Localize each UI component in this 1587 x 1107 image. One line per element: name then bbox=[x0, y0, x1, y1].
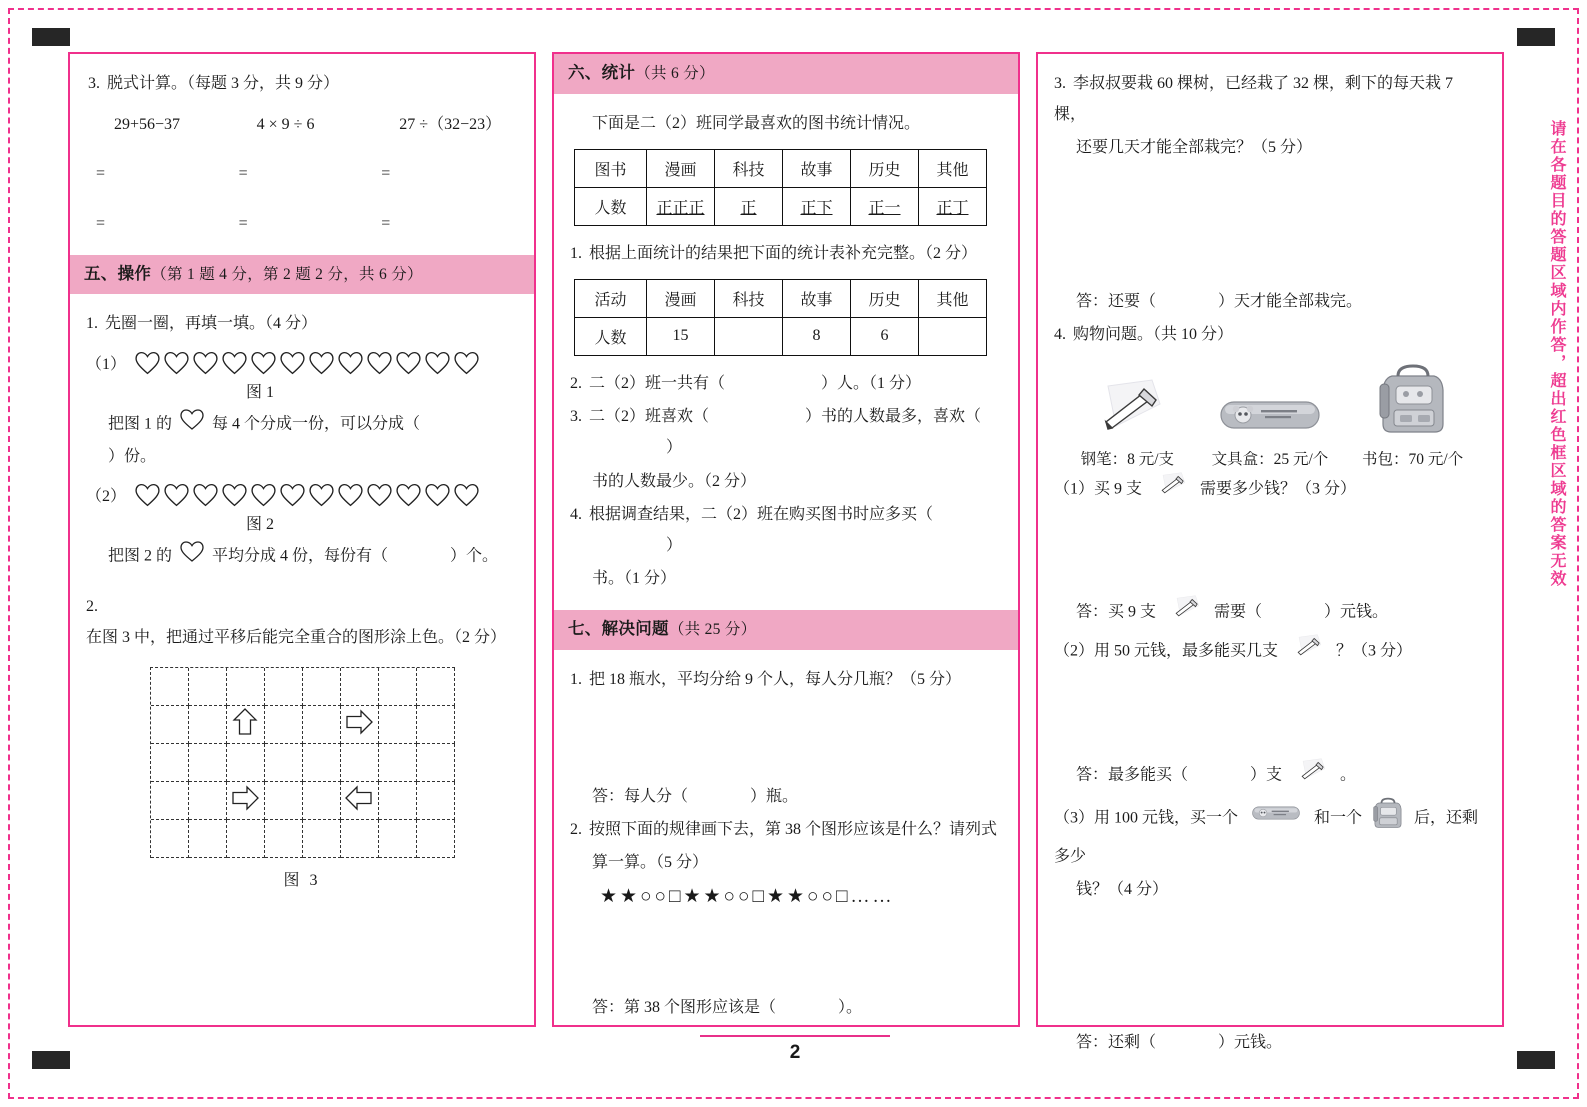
solve-q3-answer bbox=[1054, 286, 1486, 317]
count-header-5: 其他 bbox=[919, 279, 987, 317]
figure2-caption: 图 2 bbox=[245, 515, 274, 533]
solve-q2-text-line1: 按照下面的规律画下去，第 38 个图形应该是什么？请列式 bbox=[589, 821, 998, 839]
tally-table bbox=[574, 149, 987, 226]
tuoshi-equals-2c: = bbox=[381, 214, 391, 232]
tally-header-5: 其他 bbox=[919, 149, 987, 187]
solve-q2-answer-post: ）。 bbox=[838, 998, 863, 1016]
arrow-right-icon bbox=[230, 783, 260, 818]
grid-cell[interactable] bbox=[227, 706, 265, 744]
tuoshi-equals-2b: = bbox=[238, 214, 248, 232]
shopping-sub3-work-area[interactable] bbox=[1054, 907, 1486, 1027]
count-value-2[interactable]: 8 bbox=[783, 317, 851, 355]
count-value-3[interactable]: 6 bbox=[851, 317, 919, 355]
solve-q3-line2: 还要几天才能全部栽完？（5 分） bbox=[1076, 139, 1313, 157]
shopping-sub3-line2: 钱？（4 分） bbox=[1076, 881, 1169, 899]
heart-icon bbox=[279, 350, 306, 375]
pen-icon bbox=[1149, 471, 1193, 508]
shopping-sub3-pre: 用 100 元钱，买一个 bbox=[1094, 808, 1239, 826]
stat-q1 bbox=[570, 238, 1002, 269]
stat-q2-post: ）人。（1 分） bbox=[821, 374, 922, 392]
stat-q2 bbox=[570, 368, 1002, 399]
count-header-1: 漫画 bbox=[647, 279, 715, 317]
heart-icon bbox=[221, 482, 248, 507]
op-q2-text: 在图 3 中，把通过平移后能完全重合的图形涂上色。（2 分） bbox=[86, 629, 507, 647]
shopping-sub1-label: （1） bbox=[1054, 480, 1095, 498]
grid-cell[interactable] bbox=[265, 706, 303, 744]
registration-mark-bottom-right bbox=[1517, 1051, 1555, 1069]
heart-icon bbox=[163, 350, 190, 375]
shopping-sub3-answer bbox=[1054, 1027, 1486, 1058]
section5-body bbox=[70, 294, 534, 890]
heart-icon bbox=[163, 482, 190, 507]
count-row-label: 人数 bbox=[575, 317, 647, 355]
heart-icon bbox=[337, 350, 364, 375]
grid-cell[interactable] bbox=[303, 744, 341, 782]
pen-icon bbox=[1289, 757, 1333, 794]
stat-q3-number: 3. bbox=[570, 408, 582, 426]
pen-icon bbox=[1285, 633, 1329, 670]
tuoshi-title bbox=[88, 68, 516, 99]
solve-q1-text: 把 18 瓶水，平均分给 9 个人，每人分几瓶？（5 分） bbox=[589, 670, 962, 688]
answer-column-right bbox=[1036, 52, 1504, 1052]
heart-icon bbox=[424, 350, 451, 375]
count-value-1[interactable] bbox=[715, 317, 783, 355]
shopping-sub3-mid: 和一个 bbox=[1314, 808, 1363, 826]
shop-item-pen bbox=[1057, 376, 1198, 469]
solve-q1-number: 1. bbox=[570, 670, 582, 688]
grid-cell[interactable] bbox=[265, 820, 303, 858]
stat-q3-line2: 书的人数最少。（2 分） bbox=[592, 472, 757, 490]
section6-body bbox=[554, 94, 1018, 595]
shop-item-backpack bbox=[1342, 360, 1483, 469]
grid-cell[interactable] bbox=[341, 668, 379, 706]
figure3-wrapper bbox=[86, 667, 518, 858]
shopping-sub1-answer-pre: 答：买 9 支 bbox=[1076, 603, 1157, 621]
page-number: 2 bbox=[789, 1042, 801, 1063]
tally-header-2: 科技 bbox=[715, 149, 783, 187]
section5-heading: 五、操作 bbox=[84, 263, 152, 283]
heart-icon bbox=[134, 482, 161, 507]
table-row bbox=[575, 317, 987, 355]
solve-q2-answer bbox=[570, 992, 1002, 1023]
section7-body bbox=[554, 650, 1018, 1023]
solve-q3-work-area[interactable] bbox=[1054, 166, 1486, 286]
shopping-q4-title bbox=[1054, 319, 1486, 350]
tuoshi-number: 3. bbox=[88, 75, 100, 92]
solve-q1-answer-post: ）瓶。 bbox=[750, 788, 799, 806]
stat-q3-post: ） bbox=[666, 439, 683, 457]
stat-q3-mid: ）书的人数最多，喜欢（ bbox=[805, 408, 982, 426]
heart-icon bbox=[308, 482, 335, 507]
heart-icon bbox=[366, 350, 393, 375]
grid-cell[interactable] bbox=[151, 706, 189, 744]
tuoshi-equals-2a: = bbox=[96, 214, 106, 232]
count-value-4[interactable] bbox=[919, 317, 987, 355]
solve-q3-title bbox=[1054, 68, 1486, 130]
shopping-sub2-answer-pre: 答：最多能买（ bbox=[1076, 765, 1189, 783]
heart-icon bbox=[395, 482, 422, 507]
heart-icon bbox=[453, 350, 480, 375]
stat-q4-post: ） bbox=[666, 536, 683, 554]
shopping-sub1-pre: 买 9 支 bbox=[1094, 480, 1143, 498]
tuoshi-expression-3: 27 ÷（32−23） bbox=[399, 116, 502, 134]
table-row bbox=[575, 187, 987, 225]
tally-value-1: 正 bbox=[740, 199, 757, 217]
col3-body bbox=[1038, 54, 1502, 1058]
table-row bbox=[575, 279, 987, 317]
grid-cell[interactable] bbox=[379, 706, 417, 744]
solve-q3-number: 3. bbox=[1054, 75, 1066, 92]
grid-cell[interactable] bbox=[417, 744, 455, 782]
heart-icon bbox=[221, 350, 248, 375]
stat-q1-number: 1. bbox=[570, 244, 582, 262]
op-q1-title bbox=[86, 308, 518, 339]
grid-cell[interactable] bbox=[303, 782, 341, 820]
heart-icon bbox=[192, 350, 219, 375]
backpack-icon bbox=[1369, 796, 1407, 841]
op-q1-number: 1. bbox=[86, 315, 98, 333]
figure2-row bbox=[86, 482, 518, 507]
op-q1-text: 先圈一圈，再填一填。（4 分） bbox=[105, 315, 318, 333]
stat-q1-text: 根据上面统计的结果把下面的统计表补充完整。（2 分） bbox=[589, 244, 978, 262]
solve-q2-answer-pre: 答：第 38 个图形应该是（ bbox=[592, 998, 777, 1016]
heart-icon bbox=[192, 482, 219, 507]
grid-cell[interactable] bbox=[303, 668, 341, 706]
shopping-sub3-label: （3） bbox=[1054, 808, 1095, 826]
figure1-row bbox=[86, 350, 518, 375]
grid-cell[interactable] bbox=[227, 668, 265, 706]
section-header-statistics bbox=[554, 54, 1018, 94]
grid-cell[interactable] bbox=[417, 782, 455, 820]
grid-cell[interactable] bbox=[151, 744, 189, 782]
stat-q4-line2: 书。（1 分） bbox=[592, 570, 677, 588]
section-header-operation bbox=[70, 255, 534, 295]
question-tuoshi-calculation bbox=[70, 54, 534, 255]
shopping-sub2-pre: 用 50 元钱，最多能买几支 bbox=[1094, 642, 1279, 660]
table-row bbox=[575, 149, 987, 187]
grid-cell[interactable] bbox=[341, 744, 379, 782]
figure1-label: （1） bbox=[86, 355, 127, 373]
grid-cell[interactable] bbox=[417, 668, 455, 706]
section6-points: （共 6 分） bbox=[635, 65, 715, 82]
count-header-0: 活动 bbox=[575, 279, 647, 317]
solve-q3-answer-post: ）天才能全部栽完。 bbox=[1218, 292, 1363, 310]
arrow-left-icon bbox=[344, 783, 374, 818]
arrow-right-icon bbox=[344, 707, 374, 742]
heart-icon bbox=[134, 350, 161, 375]
figure1-fill-pre: 把图 1 的 bbox=[108, 414, 173, 432]
grid-cell[interactable] bbox=[189, 744, 227, 782]
tuoshi-equals-1b: = bbox=[238, 165, 248, 183]
shopping-sub2-answer-post: 。 bbox=[1340, 765, 1357, 783]
shopping-sub3-answer-pre: 答：还剩（ bbox=[1076, 1034, 1157, 1052]
section7-points: （共 25 分） bbox=[668, 621, 757, 639]
shopping-sub3-question bbox=[1054, 796, 1486, 872]
grid-cell[interactable] bbox=[303, 820, 341, 858]
figure1-fill-post: ）份。 bbox=[108, 447, 157, 465]
stat-q4 bbox=[570, 499, 1002, 561]
grid-cell[interactable] bbox=[189, 706, 227, 744]
grid-cell[interactable] bbox=[379, 744, 417, 782]
tuoshi-equals-1a: = bbox=[96, 165, 106, 183]
arrow-up-icon bbox=[230, 707, 260, 742]
statistics-intro: 下面是二（2）班同学最喜欢的图书统计情况。 bbox=[592, 114, 921, 132]
tally-value-0: 正正正 bbox=[656, 199, 705, 217]
grid-cell[interactable] bbox=[341, 820, 379, 858]
grid-cell[interactable] bbox=[227, 782, 265, 820]
solve-q1-work-area[interactable] bbox=[570, 697, 1002, 781]
count-header-3: 故事 bbox=[783, 279, 851, 317]
solve-q2-number: 2. bbox=[570, 821, 582, 839]
shopping-sub3-post: 后，还剩多少 bbox=[1054, 808, 1479, 865]
registration-mark-bottom-left bbox=[32, 1051, 70, 1069]
solve-q2-work-area[interactable] bbox=[570, 908, 1002, 992]
count-header-4: 历史 bbox=[851, 279, 919, 317]
figure2-label: （2） bbox=[86, 487, 127, 505]
tally-value-3: 正一 bbox=[868, 199, 901, 217]
stat-q2-pre: 二（2）班一共有（ bbox=[589, 374, 726, 392]
pen-icon bbox=[1163, 594, 1207, 631]
heart-icon bbox=[395, 350, 422, 375]
shopping-sub2-post: ？（3 分） bbox=[1336, 642, 1413, 660]
figure3-grid[interactable] bbox=[150, 667, 455, 858]
stat-q4-number: 4. bbox=[570, 505, 582, 523]
figure2-fill-post: ）个。 bbox=[450, 547, 499, 565]
grid-cell[interactable] bbox=[379, 668, 417, 706]
tuoshi-expression-2: 4 × 9 ÷ 6 bbox=[256, 116, 315, 134]
shopping-sub2-answer-mid: ）支 bbox=[1250, 765, 1283, 783]
shopping-items-row bbox=[1056, 360, 1484, 469]
shop-item-backpack-label: 书包：70 元/个 bbox=[1362, 450, 1464, 468]
heart-icon bbox=[424, 482, 451, 507]
tally-row-label: 人数 bbox=[575, 187, 647, 225]
figure1-fill-line bbox=[86, 408, 518, 472]
grid-cell[interactable] bbox=[227, 820, 265, 858]
grid-cell[interactable] bbox=[341, 782, 379, 820]
tuoshi-expression-1: 29+56−37 bbox=[114, 116, 181, 134]
heart-icon bbox=[250, 482, 277, 507]
heart-icon bbox=[337, 482, 364, 507]
heart-icon bbox=[453, 482, 480, 507]
tally-header-0: 图书 bbox=[575, 149, 647, 187]
heart-icon bbox=[179, 408, 205, 441]
figure1-fill-mid: 每 4 个分成一份，可以分成（ bbox=[212, 414, 421, 432]
grid-cell[interactable] bbox=[417, 820, 455, 858]
figure1-caption: 图 1 bbox=[245, 383, 274, 401]
shopping-sub1-answer bbox=[1054, 594, 1486, 631]
figure2-fill-pre: 把图 2 的 bbox=[108, 547, 173, 565]
registration-mark-top-left bbox=[32, 28, 70, 46]
heart-icon bbox=[279, 482, 306, 507]
figure2-hearts bbox=[134, 482, 480, 507]
tally-header-4: 历史 bbox=[851, 149, 919, 187]
shop-item-pen-label: 钢笔：8 元/支 bbox=[1080, 450, 1175, 468]
op-q2-title bbox=[86, 591, 518, 653]
registration-mark-top-right bbox=[1517, 28, 1555, 46]
shopping-sub3-answer-post: ）元钱。 bbox=[1218, 1034, 1283, 1052]
op-q2-number: 2. bbox=[86, 598, 98, 616]
tally-value-2: 正下 bbox=[800, 199, 833, 217]
tuoshi-equals-row-1 bbox=[88, 164, 516, 183]
footer-rule bbox=[700, 1035, 890, 1037]
tuoshi-equals-1c: = bbox=[381, 165, 391, 183]
shopping-sub2-label: （2） bbox=[1054, 642, 1095, 660]
grid-cell[interactable] bbox=[151, 668, 189, 706]
tuoshi-expression-row bbox=[88, 115, 516, 134]
tuoshi-equals-row-2 bbox=[88, 214, 516, 233]
pencil-case-icon bbox=[1215, 425, 1325, 442]
grid-cell[interactable] bbox=[303, 706, 341, 744]
grid-cell[interactable] bbox=[189, 668, 227, 706]
shopping-sub2-answer bbox=[1054, 757, 1486, 794]
shopping-sub2-question bbox=[1054, 633, 1486, 670]
answer-column-left bbox=[68, 52, 536, 1027]
count-value-0[interactable]: 15 bbox=[647, 317, 715, 355]
shape-pattern-sequence: ★★○○□★★○○□★★○○□…… bbox=[600, 885, 895, 907]
heart-icon bbox=[366, 482, 393, 507]
figure2-fill-mid: 平均分成 4 份，每份有（ bbox=[212, 547, 389, 565]
grid-cell[interactable] bbox=[189, 820, 227, 858]
answer-column-middle bbox=[552, 52, 1020, 1027]
section6-heading: 六、统计 bbox=[568, 63, 636, 82]
tally-header-3: 故事 bbox=[783, 149, 851, 187]
tuoshi-title-text: 脱式计算。（每题 3 分，共 9 分） bbox=[107, 75, 340, 92]
grid-cell[interactable] bbox=[189, 782, 227, 820]
heart-icon bbox=[179, 540, 205, 573]
heart-icon bbox=[308, 350, 335, 375]
shopping-q4-number: 4. bbox=[1054, 325, 1066, 343]
tally-value-4: 正丁 bbox=[936, 199, 969, 217]
shopping-sub1-answer-mid: 需要（ bbox=[1214, 603, 1263, 621]
grid-cell[interactable] bbox=[379, 820, 417, 858]
answer-area-notice: 请在各题目的答题区域内作答，超出红色框区域的答案无效 bbox=[1548, 120, 1565, 588]
solve-q2-text-line2: 算一算。（5 分） bbox=[592, 854, 709, 872]
section7-heading: 七、解决问题 bbox=[568, 619, 669, 639]
solve-q1-answer-pre: 答：每人分（ bbox=[592, 788, 689, 806]
section-header-problem-solving bbox=[554, 610, 1018, 650]
shopping-sub2-work-area[interactable] bbox=[1054, 673, 1486, 757]
shopping-sub1-answer-post: ）元钱。 bbox=[1324, 603, 1389, 621]
tally-header-1: 漫画 bbox=[647, 149, 715, 187]
stat-q3 bbox=[570, 401, 1002, 463]
shopping-sub1-post: 需要多少钱？（3 分） bbox=[1200, 480, 1357, 498]
backpack-icon bbox=[1370, 425, 1456, 442]
pen-icon bbox=[1086, 425, 1168, 442]
solve-q3-answer-pre: 答：还要（ bbox=[1076, 292, 1157, 310]
grid-cell[interactable] bbox=[379, 782, 417, 820]
heart-icon bbox=[250, 350, 277, 375]
grid-cell[interactable] bbox=[151, 820, 189, 858]
stat-q3-pre: 二（2）班喜欢（ bbox=[589, 408, 710, 426]
shopping-sub1-question bbox=[1054, 471, 1486, 508]
solve-q1-answer bbox=[570, 781, 1002, 812]
grid-cell[interactable] bbox=[265, 668, 303, 706]
shopping-sub1-work-area[interactable] bbox=[1054, 510, 1486, 594]
count-header-2: 科技 bbox=[715, 279, 783, 317]
figure1-hearts bbox=[134, 350, 480, 375]
grid-cell[interactable] bbox=[227, 744, 265, 782]
section5-points: （第 1 题 4 分，第 2 题 2 分，共 6 分） bbox=[151, 265, 423, 283]
figure2-fill-line bbox=[86, 540, 518, 573]
grid-cell[interactable] bbox=[341, 706, 379, 744]
stat-q2-number: 2. bbox=[570, 374, 582, 392]
solve-q1-title bbox=[570, 664, 1002, 695]
shopping-q4-text: 购物问题。（共 10 分） bbox=[1073, 325, 1234, 343]
grid-cell[interactable] bbox=[265, 744, 303, 782]
grid-cell[interactable] bbox=[151, 782, 189, 820]
shop-item-pencil-case bbox=[1199, 392, 1340, 469]
stat-q4-pre: 根据调查结果，二（2）班在购买图书时应多买（ bbox=[589, 505, 934, 523]
grid-cell[interactable] bbox=[417, 706, 455, 744]
count-table[interactable] bbox=[574, 279, 987, 356]
shop-item-pencil-case-label: 文具盒：25 元/个 bbox=[1211, 450, 1329, 468]
solve-q2-title bbox=[570, 814, 1002, 845]
figure3-caption: 图 3 bbox=[283, 872, 321, 890]
grid-cell[interactable] bbox=[265, 782, 303, 820]
pencil-case-icon bbox=[1245, 802, 1307, 835]
solve-q3-line1: 李叔叔要栽 60 棵树，已经栽了 32 棵，剩下的每天栽 7 棵， bbox=[1054, 75, 1454, 124]
